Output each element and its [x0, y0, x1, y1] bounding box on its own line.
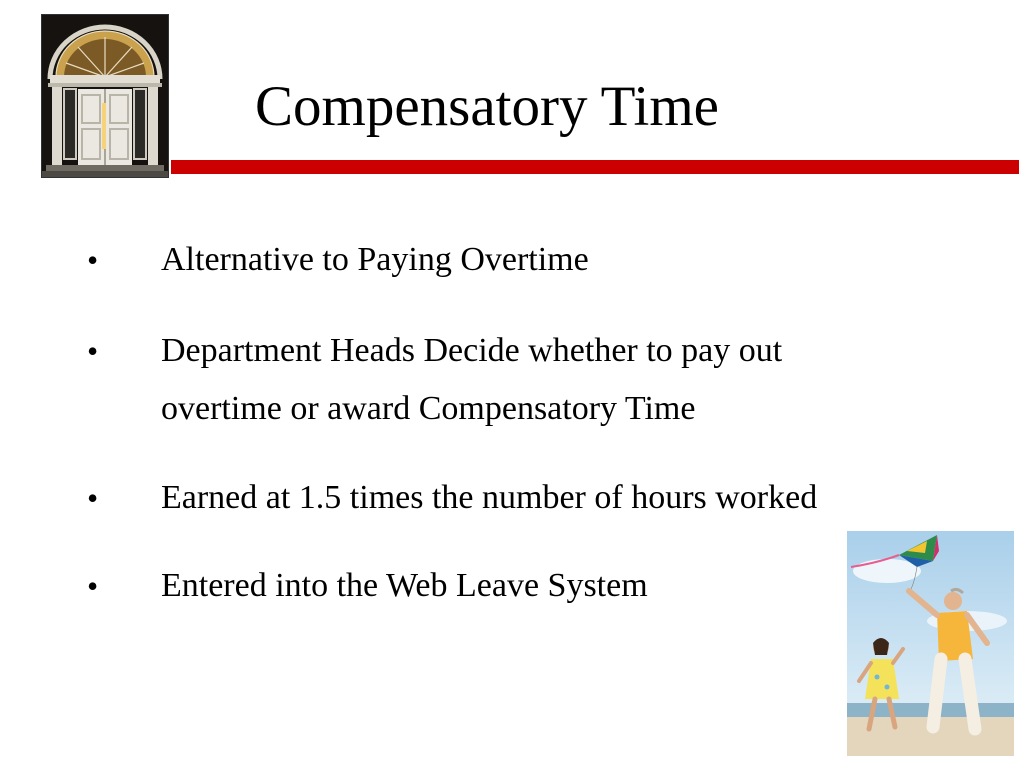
bullet-marker: •	[87, 333, 99, 369]
kite-flying-photo	[847, 531, 1014, 756]
bullet-marker: •	[87, 568, 99, 604]
slide-title: Compensatory Time	[255, 75, 719, 138]
bullet-text: Department Heads Decide whether to pay out overtime or award Compensatory Time	[161, 332, 783, 427]
bullet-text: Alternative to Paying Overtime	[161, 241, 589, 278]
bullet-text: Entered into the Web Leave System	[161, 567, 648, 604]
bullet-marker: •	[87, 480, 99, 516]
kite-flying-illustration	[847, 531, 1014, 756]
bullet-text: Earned at 1.5 times the number of hours worked	[161, 479, 818, 516]
bullet-marker: •	[87, 242, 99, 278]
